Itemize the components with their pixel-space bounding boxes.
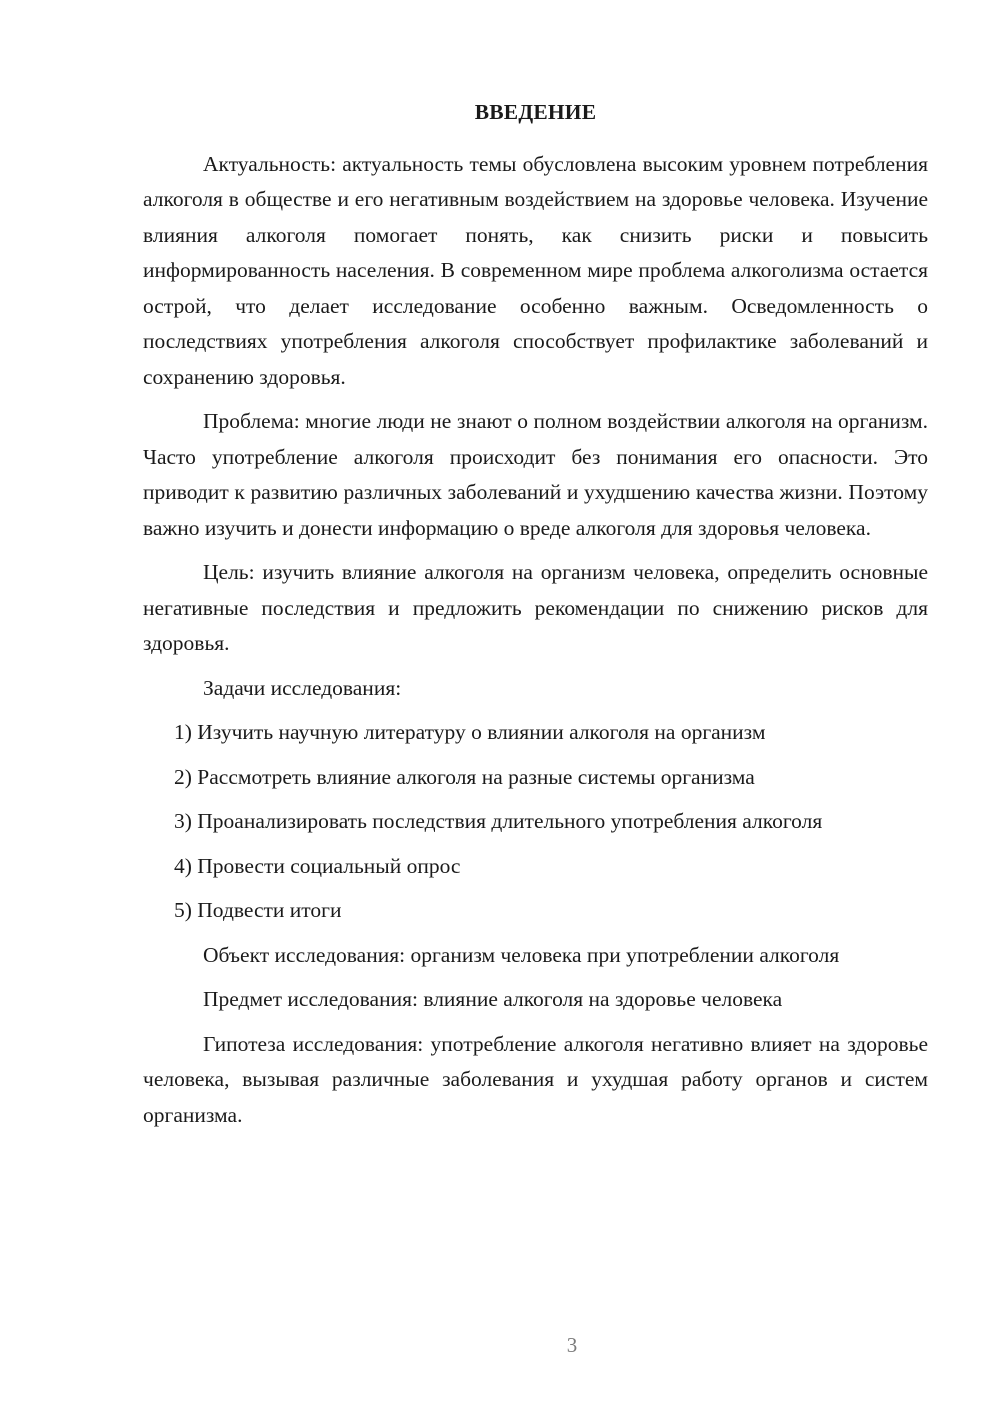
subject-paragraph: Предмет исследования: влияние алкоголя на здоровье человека	[203, 987, 783, 1011]
task-item-3: 3) Проанализировать последствия длительного употребления алкоголя	[174, 809, 823, 833]
task-item-1: 1) Изучить научную литературу о влиянии алкоголя на организм	[174, 720, 766, 744]
page-title: ВВЕДЕНИЕ	[474, 100, 597, 124]
tasks-heading: Задачи исследования:	[203, 675, 402, 700]
goal-paragraph: Цель: изучить влияние алкоголя на организм человека, определить основные негативные последствия и предложить рекомендации по снижению рисков для здоровья.	[143, 560, 928, 655]
relevance-paragraph: Актуальность: актуальность темы обусловлена высоким уровнем потребления алкоголя в обществе и его негативным воздействием на здоровье человека. Изучение влияния алкоголя помогает понять, как снизить риски и повысить информированность населения. В современном мире проблема алкоголизма остается острой, что делает исследование особенно важным. Осведомленность о последствиях употребления алкоголя способствует профилактике заболеваний и сохранению здоровья.	[143, 151, 928, 389]
object-paragraph: Объект исследования: организм человека при употреблении алкоголя	[203, 942, 840, 967]
task-item-5: 5) Подвести итоги	[174, 898, 342, 922]
task-item-2: 2) Рассмотреть влияние алкоголя на разные системы организма	[174, 764, 755, 789]
problem-paragraph: Проблема: многие люди не знают о полном воздействии алкоголя на организм. Часто употребление алкоголя происходит без понимания его опасности. Это приводит к развитию различных заболеваний и ухудшению качества жизни. Поэтому важно изучить и донести информацию о вреде алкоголя для здоровья человека.	[143, 409, 928, 540]
page-number: 3	[566, 1333, 578, 1357]
hypothesis-paragraph: Гипотеза исследования: употребление алкоголя негативно влияет на здоровье человека, вызывая различные заболевания и ухудшая работу органов и систем организма.	[143, 1031, 928, 1127]
task-item-4: 4) Провести социальный опрос	[174, 853, 461, 878]
page-content	[143, 95, 928, 1142]
